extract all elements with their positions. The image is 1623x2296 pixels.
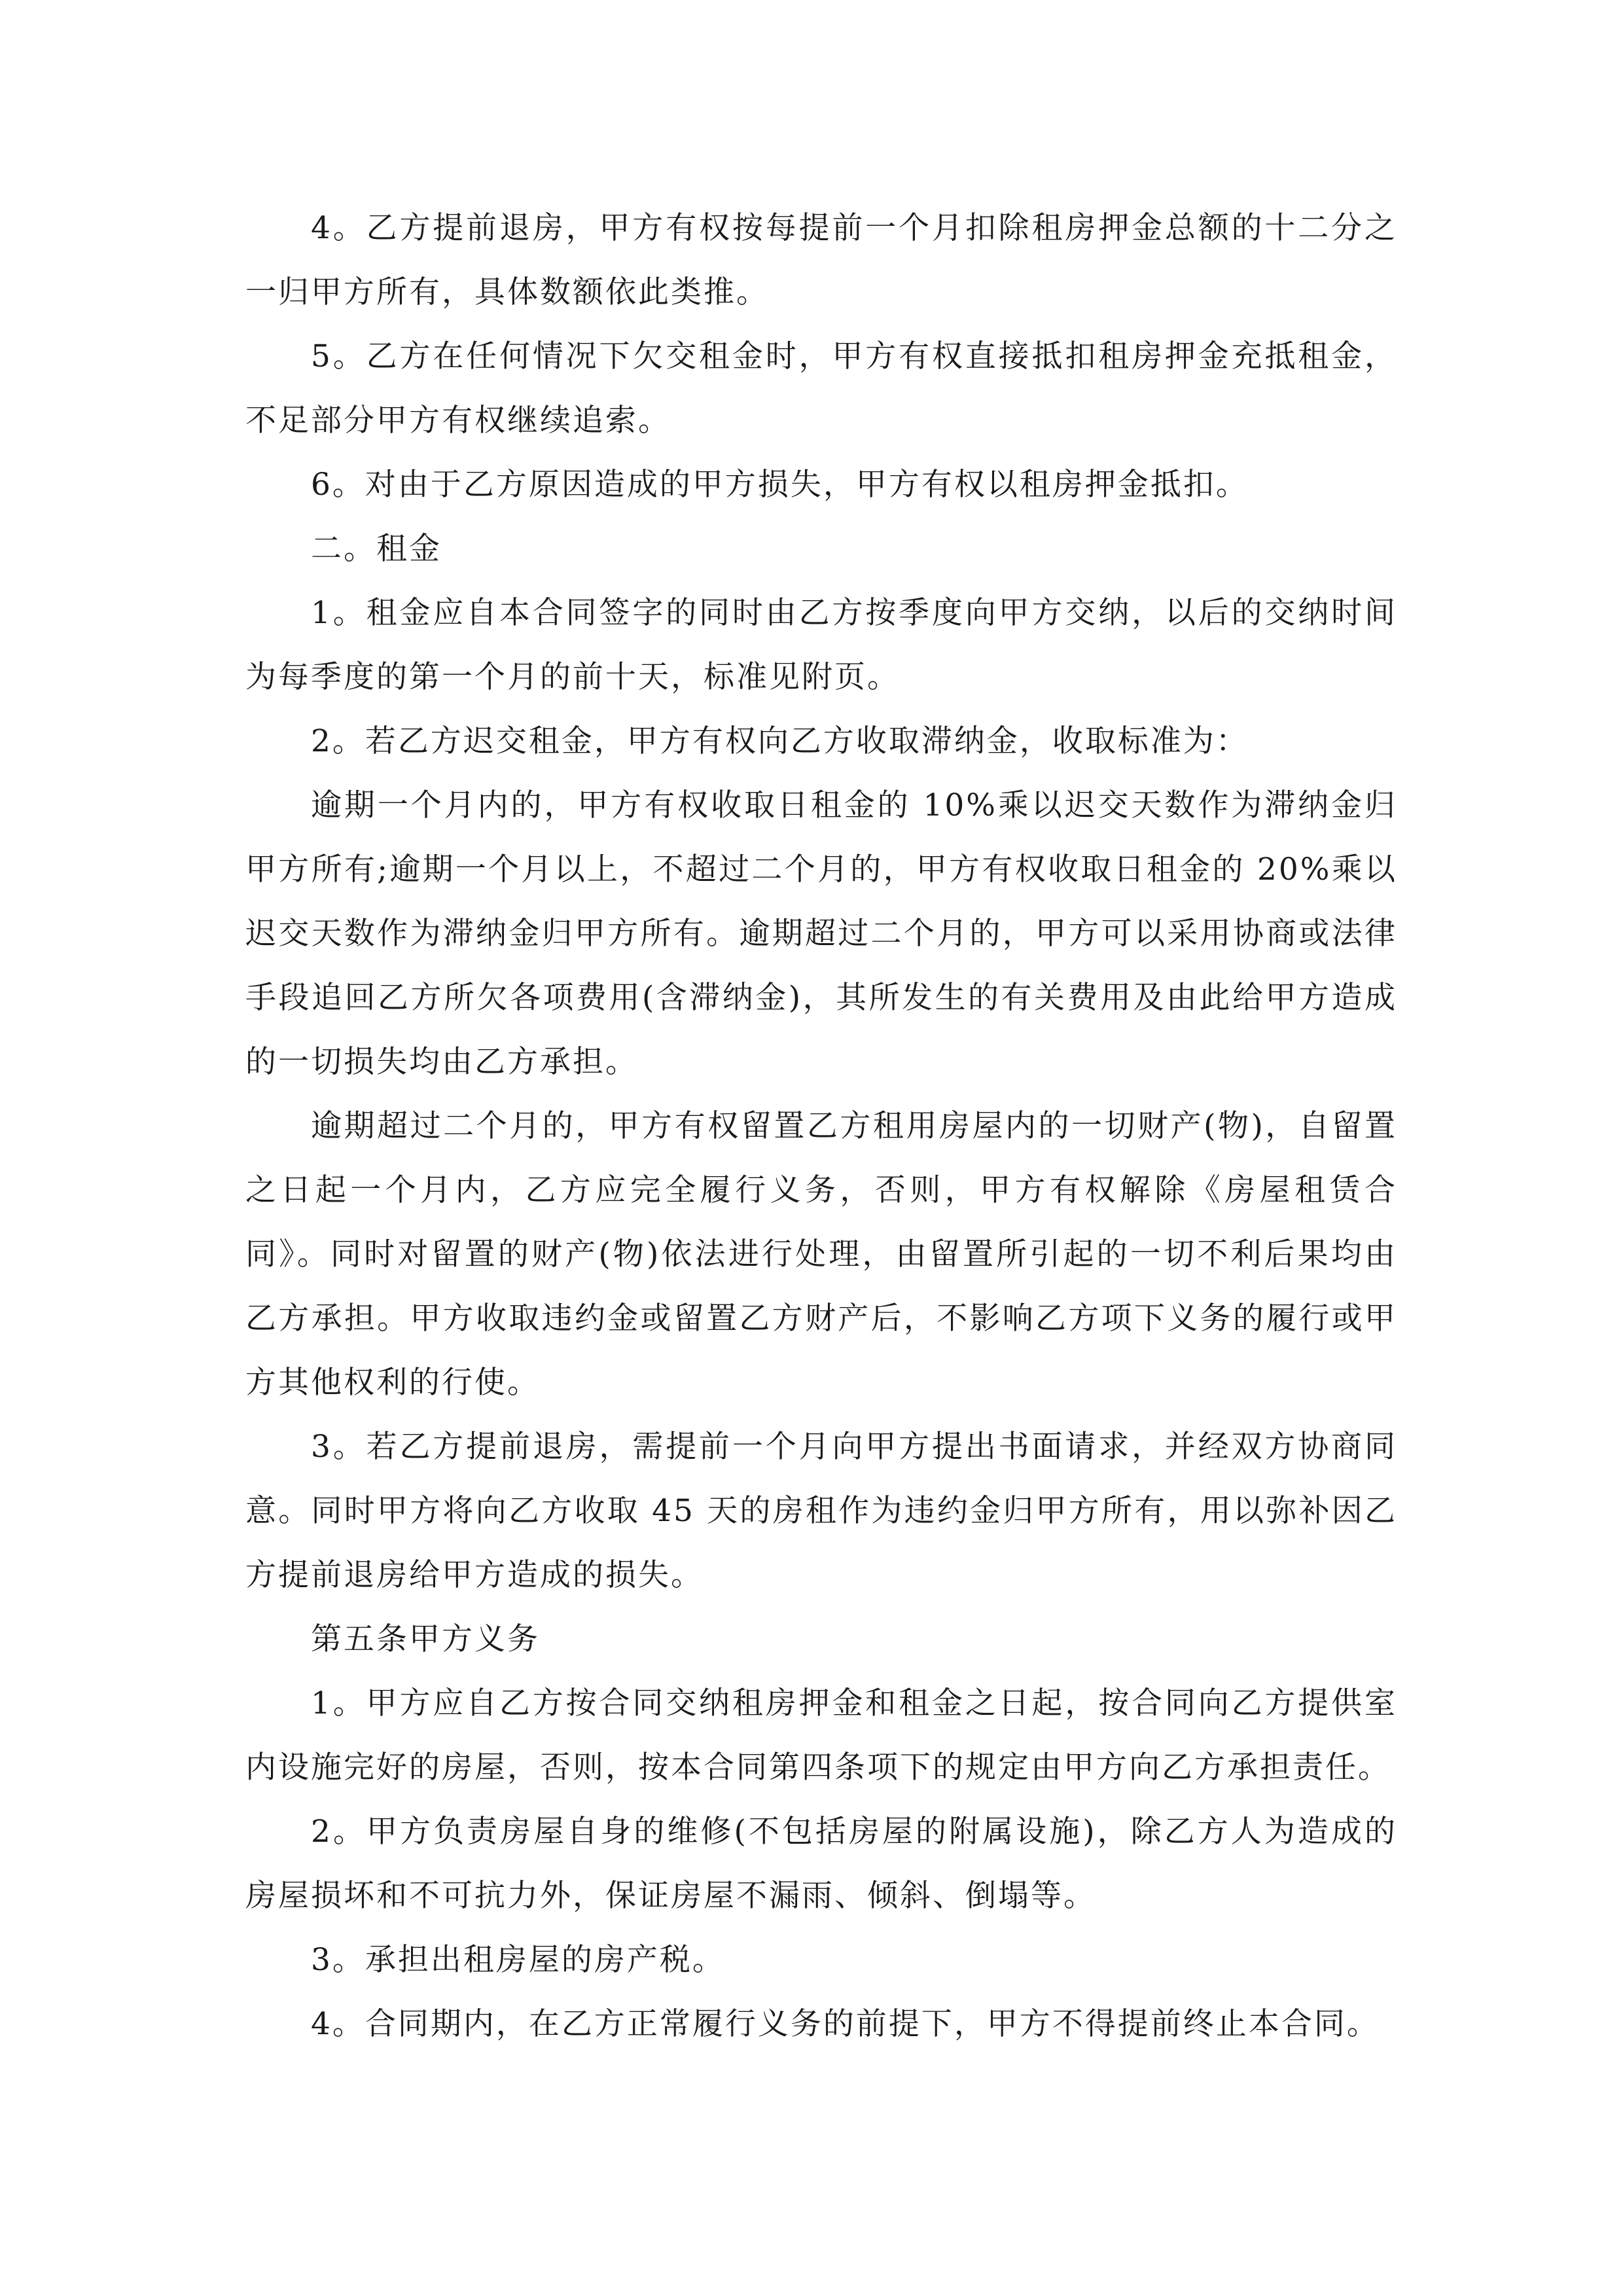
paragraph-duty-2-maintenance: 2。甲方负责房屋自身的维修(不包括房屋的附属设施)，除乙方人为造成的房屋损坏和不可抗力外，保证房屋不漏雨、倾斜、倒塌等。: [245, 1814, 1397, 1914]
paragraph-clause-4-early-checkout: 4。乙方提前退房，甲方有权按每提前一个月扣除租房押金总额的十二分之一归甲方所有，具体数额依此类推。: [245, 210, 1397, 310]
paragraph-rent-2-late-fee: 2。若乙方迟交租金，甲方有权向乙方收取滞纳金，收取标准为：: [311, 723, 1249, 759]
paragraph-clause-5-unpaid-rent: 5。乙方在任何情况下欠交租金时，甲方有权直接抵扣租房押金充抵租金，不足部分甲方有权继续追索。: [245, 338, 1397, 439]
paragraph-lien-on-property: 逾期超过二个月的，甲方有权留置乙方租用房屋内的一切财产(物)，自留置之日起一个月内，乙方应完全履行义务，否则，甲方有权解除《房屋租赁合同》。同时对留置的财产(物)依法进行处理，由留置所引起的一切不利后果均由乙方承担。甲方收取违约金或留置乙方财产后，不影响乙方项下义务的履行或甲方其他权利的行使。: [245, 1108, 1397, 1401]
section-heading-rent: 二。租金: [311, 531, 442, 567]
paragraph-duty-3-property-tax: 3。承担出租房屋的房产税。: [311, 1942, 725, 1978]
paragraph-duty-4-no-early-termination: 4。合同期内，在乙方正常履行义务的前提下，甲方不得提前终止本合同。: [311, 2006, 1380, 2042]
paragraph-rent-3-early-termination: 3。若乙方提前退房，需提前一个月向甲方提出书面请求，并经双方协商同意。同时甲方将向乙方收取 45 天的房租作为违约金归甲方所有，用以弥补因乙方提前退房给甲方造成的损失。: [245, 1429, 1397, 1593]
paragraph-duty-1-provide-house: 1。甲方应自乙方按合同交纳租房押金和租金之日起，按合同向乙方提供室内设施完好的房屋，否则，按本合同第四条项下的规定由甲方向乙方承担责任。: [245, 1685, 1397, 1785]
paragraph-clause-6-losses: 6。对由于乙方原因造成的甲方损失，甲方有权以租房押金抵扣。: [311, 467, 1249, 503]
section-heading-article-5: 第五条甲方义务: [311, 1621, 540, 1657]
paragraph-late-fee-standard: 逾期一个月内的，甲方有权收取日租金的 10%乘以迟交天数作为滞纳金归甲方所有;逾期一个月以上，不超过二个月的，甲方有权收取日租金的 20%乘以迟交天数作为滞纳金归甲方所有。逾期超过二个月的，甲方可以采用协商或法律手段追回乙方所欠各项费用(含滞纳金)，其所发生的有关费用及由此给甲方造成的一切损失均由乙方承担。: [245, 787, 1397, 1080]
document-body: [245, 196, 1397, 2056]
paragraph-rent-1-payment: 1。租金应自本合同签字的同时由乙方按季度向甲方交纳，以后的交纳时间为每季度的第一个月的前十天，标准见附页。: [245, 595, 1397, 695]
